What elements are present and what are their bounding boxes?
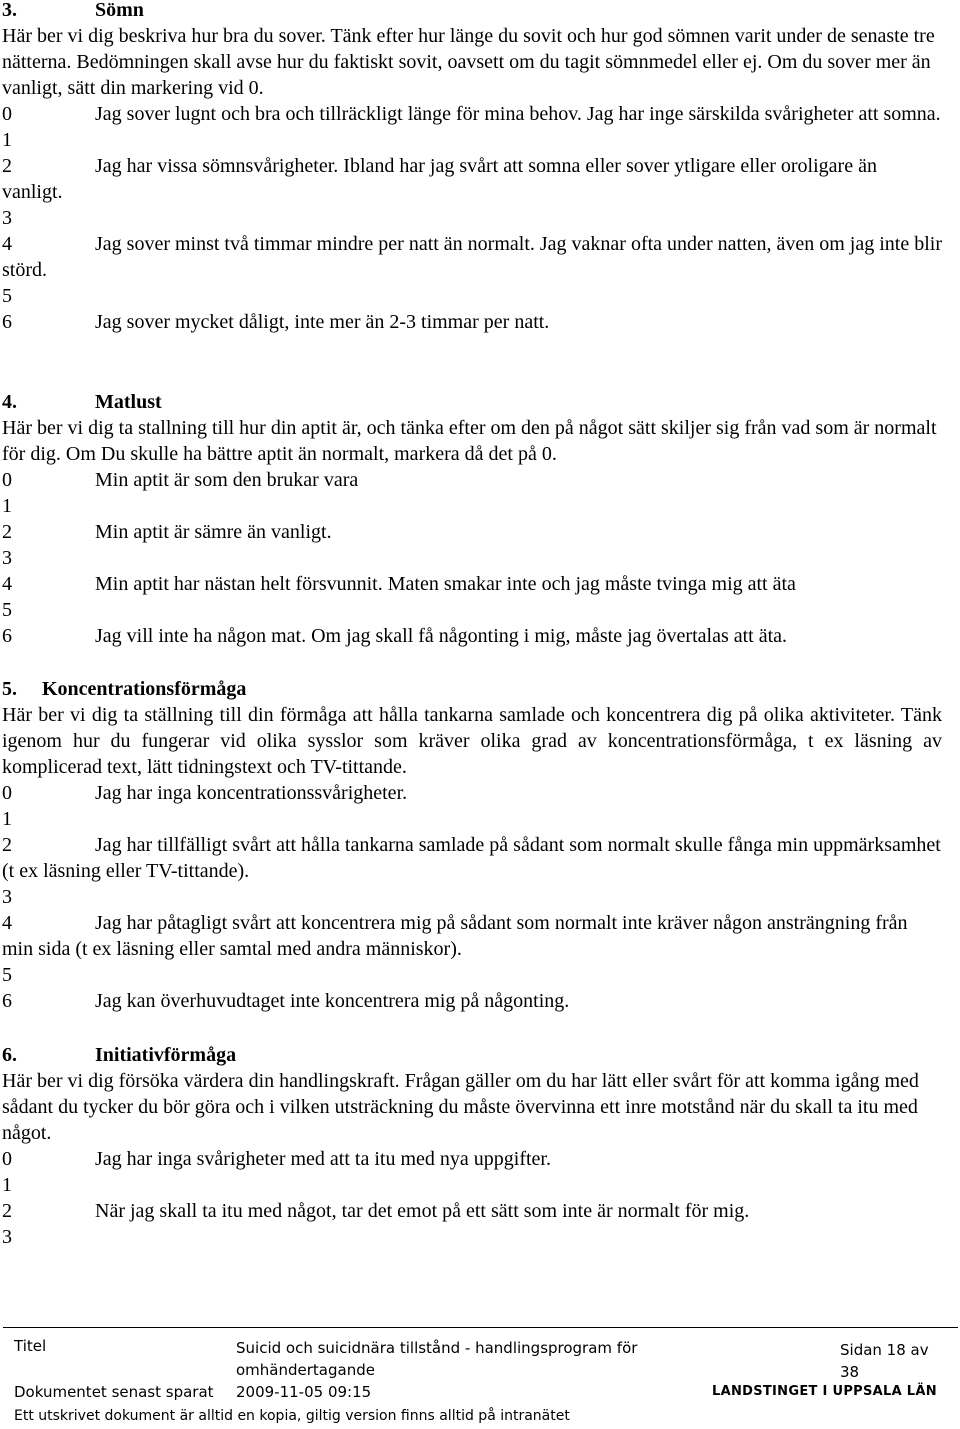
section-number: 4. <box>2 391 17 413</box>
option-4 <box>2 571 942 597</box>
option-1 <box>2 1172 942 1198</box>
option-6 <box>2 988 942 1014</box>
option-value: 0 <box>2 782 12 804</box>
footer-organization: LANDSTINGET I UPPSALA LÄN <box>712 1384 937 1399</box>
option-0 <box>2 467 942 493</box>
option-5 <box>2 962 942 988</box>
page-footer <box>0 1300 960 1429</box>
option-text: Jag har påtagligt svårt att koncentrera mig på sådant som normalt inte kräver någon ansträngning från min sida (t ex läsning eller samtal med andra människor). <box>2 912 908 960</box>
option-2 <box>2 832 942 884</box>
footer-title-label: Titel <box>14 1337 47 1355</box>
option-3 <box>2 1224 942 1250</box>
section-title: Koncentrationsförmåga <box>42 678 247 700</box>
section-initiativformaga <box>2 1042 942 1250</box>
section-title: Initiativförmåga <box>95 1044 237 1066</box>
option-value: 0 <box>2 103 12 125</box>
option-4 <box>2 231 942 283</box>
option-value: 3 <box>2 886 12 908</box>
option-6 <box>2 309 942 335</box>
option-value: 6 <box>2 990 12 1012</box>
section-heading <box>2 676 942 702</box>
option-text: Min aptit är sämre än vanligt. <box>95 521 332 543</box>
option-5 <box>2 597 942 623</box>
option-text: Jag har inga svårigheter med att ta itu med nya uppgifter. <box>95 1148 551 1170</box>
footer-page-number: Sidan 18 av 38 <box>840 1341 929 1381</box>
option-value: 3 <box>2 1226 12 1248</box>
option-2 <box>2 153 942 205</box>
option-value: 2 <box>2 521 12 543</box>
option-value: 1 <box>2 808 12 830</box>
option-value: 2 <box>2 155 12 177</box>
section-koncentrationsformaga <box>2 676 942 1014</box>
option-text: Jag sover mycket dåligt, inte mer än 2-3 timmar per natt. <box>95 311 550 333</box>
option-value: 1 <box>2 495 12 517</box>
footer-copy-note: Ett utskrivet dokument är alltid en kopia, giltig version finns alltid på intranätet <box>14 1408 570 1424</box>
option-0 <box>2 780 942 806</box>
option-3 <box>2 884 942 910</box>
footer-divider <box>3 1327 958 1328</box>
option-value: 5 <box>2 964 12 986</box>
section-intro: Här ber vi dig ta stallning till hur din aptit är, och tänka efter om den på något sätt skiljer sig från vad som är normalt för dig. Om Du skulle ha bättre aptit än normalt, markera då det på 0. <box>2 417 937 465</box>
option-0 <box>2 101 942 127</box>
section-number: 3. <box>2 0 17 21</box>
section-number: 6. <box>2 1044 17 1066</box>
option-text: Jag kan överhuvudtaget inte koncentrera mig på någonting. <box>95 990 570 1012</box>
option-value: 5 <box>2 285 12 307</box>
option-text: Jag har inga koncentrationssvårigheter. <box>95 782 408 804</box>
option-value: 6 <box>2 311 12 333</box>
option-text: Jag sover lugnt och bra och tillräckligt länge för mina behov. Jag har inge särskilda svårigheter att somna. <box>95 103 941 125</box>
option-value: 4 <box>2 912 12 934</box>
section-heading <box>2 1042 942 1068</box>
option-value: 4 <box>2 233 12 255</box>
option-value: 2 <box>2 834 12 856</box>
section-title: Sömn <box>95 0 144 21</box>
section-somn <box>2 0 942 335</box>
option-3 <box>2 205 942 231</box>
option-value: 1 <box>2 129 12 151</box>
section-intro: Här ber vi dig beskriva hur bra du sover. Tänk efter hur länge du sovit och hur god sömnen varit under de senaste tre nätterna. Bedömningen skall avse hur du faktiskt sovit, oavsett om du tagit sömnmedel eller ej. Om du sover mer än vanligt, sätt din markering vid 0. <box>2 25 935 99</box>
section-number: 5. <box>2 678 17 700</box>
option-text: Min aptit är som den brukar vara <box>95 469 359 491</box>
section-heading <box>2 0 942 23</box>
option-text: Jag sover minst två timmar mindre per natt än normalt. Jag vaknar ofta under natten, även om jag inte blir störd. <box>2 233 942 281</box>
option-text: Jag har vissa sömnsvårigheter. Ibland har jag svårt att somna eller sover ytligare eller oroligare än vanligt. <box>2 155 877 203</box>
option-5 <box>2 283 942 309</box>
option-2 <box>2 519 942 545</box>
option-text: Jag har tillfälligt svårt att hålla tankarna samlade på sådant som normalt skulle fånga min uppmärksamhet (t ex läsning eller TV-tittande). <box>2 834 941 882</box>
footer-saved-label: Dokumentet senast sparat <box>14 1383 214 1401</box>
option-value: 3 <box>2 207 12 229</box>
option-text: Min aptit har nästan helt försvunnit. Maten smakar inte och jag måste tvinga mig att äta <box>95 573 796 595</box>
section-heading <box>2 389 942 415</box>
footer-saved-date: 2009-11-05 09:15 <box>236 1383 372 1401</box>
option-value: 3 <box>2 547 12 569</box>
footer-document-title: Suicid och suicidnära tillstånd - handlingsprogram för omhändertagande <box>236 1339 638 1379</box>
option-1 <box>2 806 942 832</box>
option-text: När jag skall ta itu med något, tar det emot på ett sätt som inte är normalt för mig. <box>95 1200 750 1222</box>
option-value: 0 <box>2 1148 12 1170</box>
option-2 <box>2 1198 942 1224</box>
option-6 <box>2 623 942 649</box>
option-value: 2 <box>2 1200 12 1222</box>
option-value: 4 <box>2 573 12 595</box>
option-text: Jag vill inte ha någon mat. Om jag skall få någonting i mig, måste jag övertalas att äta. <box>95 625 788 647</box>
option-1 <box>2 127 942 153</box>
option-0 <box>2 1146 942 1172</box>
option-3 <box>2 545 942 571</box>
section-intro: Här ber vi dig ta ställning till din förmåga att hålla tankarna samlade och koncentrera dig på olika aktiviteter. Tänk igenom hur du fungerar vid olika sysslor som kräver olika grad av koncentrationsförmåga, t ex läsning av komplicerad text, lätt tidningstext och TV-tittande. <box>2 704 942 778</box>
option-4 <box>2 910 942 962</box>
option-1 <box>2 493 942 519</box>
option-value: 5 <box>2 599 12 621</box>
option-value: 0 <box>2 469 12 491</box>
section-intro: Här ber vi dig försöka värdera din handlingskraft. Frågan gäller om du har lätt eller svårt för att komma igång med sådant du tycker du bör göra och i vilken utsträckning du måste övervinna ett inre motstånd när du skall ta itu med något. <box>2 1070 919 1144</box>
section-matlust <box>2 389 942 649</box>
section-title: Matlust <box>95 391 162 413</box>
option-value: 6 <box>2 625 12 647</box>
option-value: 1 <box>2 1174 12 1196</box>
